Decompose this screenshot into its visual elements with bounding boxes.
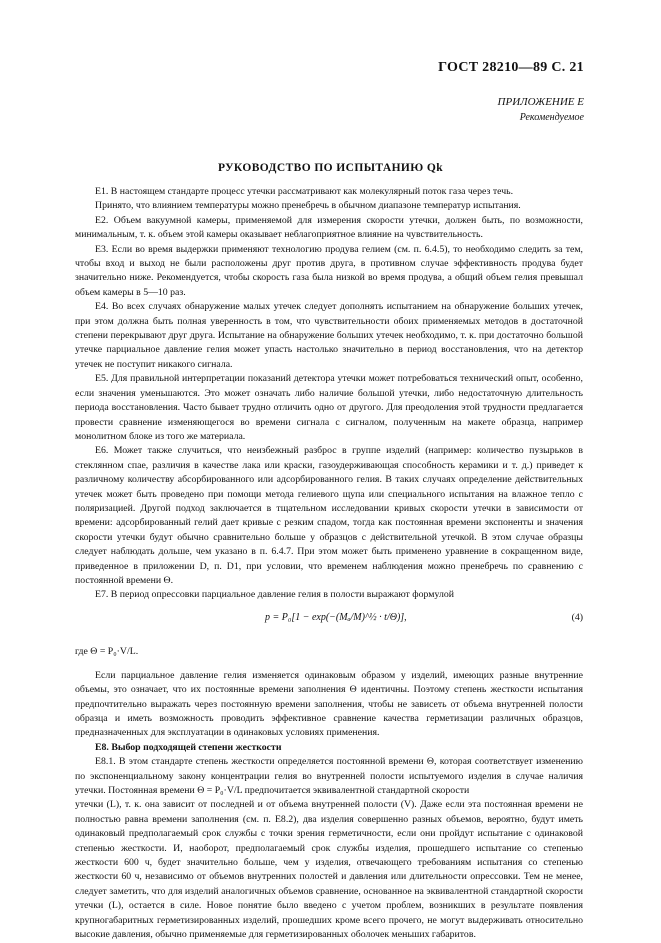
appendix-label: ПРИЛОЖЕНИЕ Е: [497, 96, 584, 108]
section-e8-heading: Е8. Выбор подходящей степени жесткости: [95, 741, 282, 753]
paragraph-e8-1-cont: утечки (L), т. к. она зависит от последней и от объема внутренней полости (V). Даже если эта постоянная времени не полностью равна времени заполнения (см. п. Е8.2), два изделия совершенно разных объемов, вероятно, будут иметь одинаковый предполагаемый срок службы с точки зрения герметичности, если они пройдут испытание с одинаковой степенью жесткости. И, наоборот, предполагаемый срок службы изделия, прошедшего испытание со степенью жесткости 600 ч, будет значительно больше, чем у изделия, отвечающего требованиям испытания со степенью жесткости 60 ч, независимо от объемов внутренних полостей и давления или длительности опрессовки. Тем не менее, следует заметить, что для изделий аналогичных объемов сравнение, основанное на эквивалентной стандартной скорости утечки (L), остается в силе. Новое понятие было введено с учетом проблем, возникших в результате появления крупногабаритных герметизированных изделий, прошедших кроме всего прочего, не могут выдерживать относительно высокие давления, обычно применяемые для герметизированных оболочек меньших габаритов.: [75, 799, 583, 941]
document-body: [75, 185, 583, 943]
paragraph-e1-cont: Принято, что влиянием температуры можно пренебречь в обычном диапазоне температур испытания.: [95, 200, 521, 212]
paragraph-e7: Е7. В период опрессовки парциальное давление гелия в полости выражают формулой: [95, 589, 454, 601]
paragraph-e7-cont: Если парциальное давление гелия изменяется одинаковым образом у изделий, имеющих разные внутренние объемы, это означает, что их постоянные времени заполнения Θ идентичны. Поэтому степень жесткости испытания предпочтительно выражать через постоянную времени заполнения, чтобы не зависеть от объема внутренней полости образца и иметь возможность проводить эффективное сравнение качества герметизации различных образцов, предназначенных для эксплуатации в одинаковых условиях применения.: [75, 669, 583, 739]
page-title: РУКОВОДСТВО ПО ИСПЫТАНИЮ Qk: [217, 162, 444, 174]
leak-formula: p = P₀[1 − exp(−(Mₐ/M)^½ · t/Θ)],: [265, 611, 407, 623]
paragraph-e6: Е6. Может также случиться, что неизбежный разброс в группе изделий (например: количество пузырьков в стеклянном спае, различия в качестве лака или краски, газоудерживающая способность керамики и т. д.) приведет к различному количеству абсорбированного или адсорбированного гелия. В таких случаях определение действительных утечек может быть проведено при помощи метода гелиевого щупа или специального испытания на влажное тепло с поляризацией. Другой подход заключается в тщательном исследовании кривых скорости утечки в зависимости от времени: адсорбированный гелий дает кривые с резким спадом, тогда как постоянная времени экспоненты и значения скорости утечки будут обычно сравнительно больше у образцов с действительной утечкой. В этом случае образцы следует наблюдать дольше, чем указано в п. 6.4.7. При этом может быть применено уравнение в сокращенном виде, приведенное в приложении D, п. D1, при условии, что временем наблюдения можно пренебречь по сравнению с постоянной времени Θ.: [75, 445, 583, 586]
appendix-status: Рекомендуемое: [519, 112, 584, 123]
paragraph-e4: Е4. Во всех случаях обнаружение малых утечек следует дополнять испытанием на обнаружение больших утечек, при этом должна быть полная уверенность в том, что чувствительности обоих применяемых методов в достаточной степени перекрывают друг друга. Испытание на обнаружение больших утечек необходимо, т. к. при достаточно большой утечке парциальное давление гелия может упасть настолько значительно в период восстановления, что на детектор утечек не поступит никакого сигнала.: [75, 301, 583, 370]
paragraph-e3: Е3. Если во время выдержки применяют технологию продува гелием (см. п. 6.4.5), то необходимо следить за тем, чтобы вход и выход не были расположены друг против друга, в противном случае эффективность продува будет значительно ниже. Рекомендуется, чтобы скорость газа была низкой во время продува, а общий объем гелия превышал объем камеры в 5—10 раз.: [75, 243, 583, 298]
paragraph-e2: Е2. Объем вакуумной камеры, применяемой для измерения скорости утечки, должен быть, по возможности, минимальным, т. к. объем этой камеры оказывает неблагоприятное влияние на чувствительность.: [75, 214, 583, 241]
formula-number: (4): [571, 611, 583, 623]
formula-where: где Θ = P₀·V/L.: [75, 645, 139, 657]
appendix-block: [498, 95, 584, 125]
standard-header: ГОСТ 28210—89 С. 21: [438, 60, 584, 75]
paragraph-e8-1: Е8.1. В этом стандарте степень жесткости определяется постоянной времени Θ, которая соответствует изменению по экспоненциальному закону концентрации гелия во внутренней полости испытуемого изделия в случае наличия утечки. Постоянная времени Θ = P₀·V/L предпочитается эквивалентной стандартной скорости: [75, 756, 583, 797]
paragraph-e5: Е5. Для правильной интерпретации показаний детектора утечки может потребоваться технический опыт, особенно, если значения уменьшаются. Это может означать либо наличие большой утечки, либо недостаточную длительность периода восстановления. Часто бывает трудно отличить одно от другого. Для преодоления этой трудности предлагается провести сравнение изменяющегося во времени сигнала с сигналом, полученным на макете образца, например монолитном блоке из того же материала.: [75, 373, 583, 442]
paragraph-e1: Е1. В настоящем стандарте процесс утечки рассматривают как молекулярный поток газа через течь.: [95, 186, 514, 197]
formula-block: [75, 603, 583, 645]
